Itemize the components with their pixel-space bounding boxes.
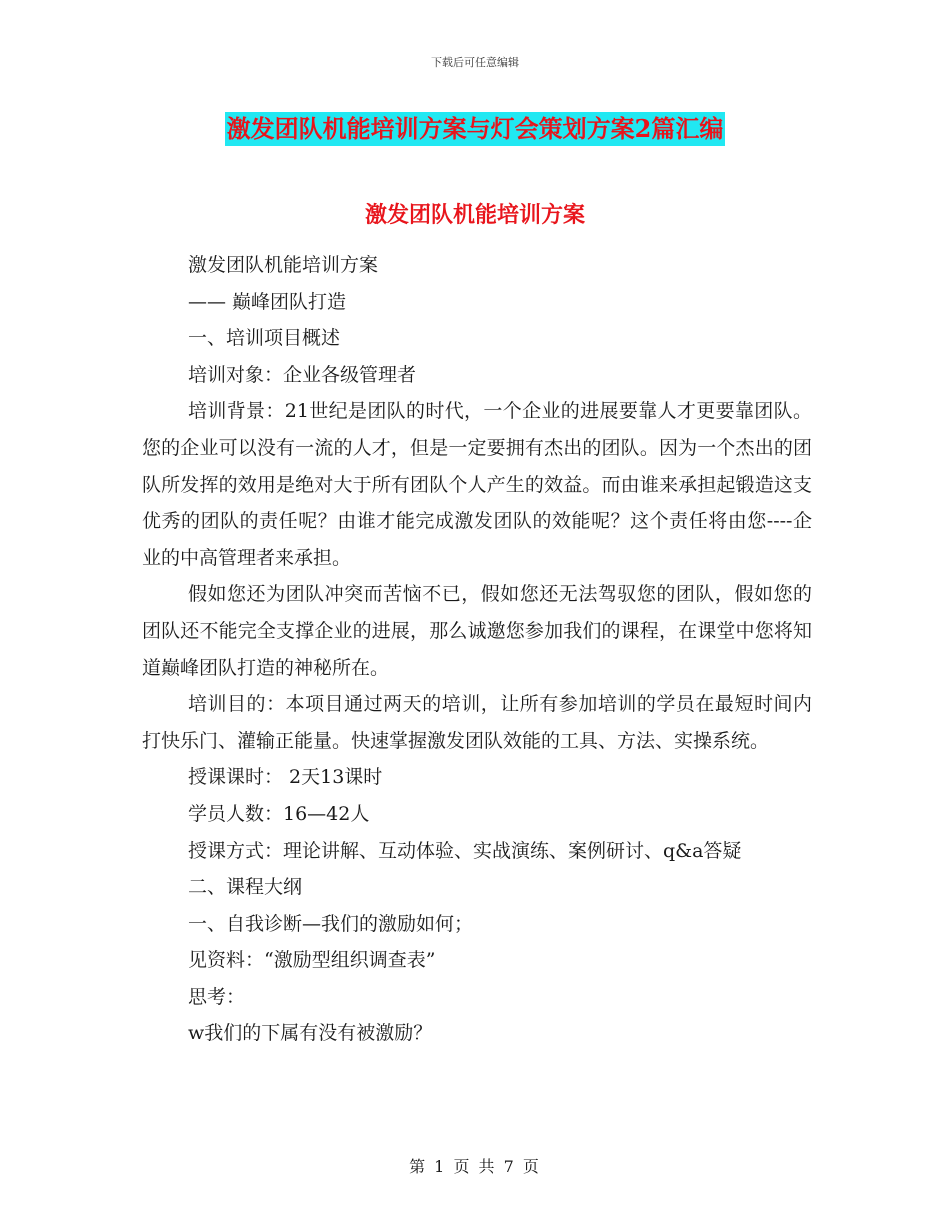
paragraph: 思考： bbox=[188, 985, 246, 1008]
paragraph: 假如您还为团队冲突而苦恼不已，假如您还无法驾驭您的团队，假如您的团队还不能完全支撑企业的进展，那么诚邀您参加我们的课程，在课堂中您将知道巅峰团队打造的神秘所在。 bbox=[142, 583, 812, 679]
paragraph: 学员人数：16—42人 bbox=[188, 802, 370, 825]
document-body bbox=[142, 247, 812, 1052]
paragraph: 培训对象：企业各级管理者 bbox=[188, 363, 417, 386]
paragraph: —— 巅峰团队打造 bbox=[188, 290, 347, 313]
paragraph: 见资料：“激励型组织调查表” bbox=[188, 949, 436, 972]
paragraph: 激发团队机能培训方案 bbox=[188, 254, 379, 276]
paragraph: 一、培训项目概述 bbox=[188, 327, 341, 350]
paragraph: w我们的下属有没有被激励？ bbox=[188, 1022, 433, 1045]
paragraph: 一、自我诊断—我们的激励如何； bbox=[188, 912, 474, 935]
paragraph: 授课方式：理论讲解、互动体验、实战演练、案例研讨、q&a答疑 bbox=[188, 839, 742, 862]
section-title: 激发团队机能培训方案 bbox=[364, 202, 585, 228]
paragraph: 培训目的：本项目通过两天的培训，让所有参加培训的学员在最短时间内打快乐门、灌输正能量。快速掌握激发团队效能的工具、方法、实操系统。 bbox=[142, 693, 812, 752]
document-title-wrapper bbox=[0, 112, 950, 146]
page-header: 下载后可任意编辑 bbox=[431, 56, 519, 69]
page-footer: 第 1 页 共 7 页 bbox=[409, 1157, 541, 1176]
paragraph: 授课课时： 2天13课时 bbox=[188, 766, 383, 789]
paragraph: 培训背景：21世纪是团队的时代，一个企业的进展要靠人才更要靠团队。您的企业可以没有一流的人才，但是一定要拥有杰出的团队。因为一个杰出的团队所发挥的效用是绝对大于所有团队个人产生的效益。而由谁来承担起锻造这支优秀的团队的责任呢？由谁才能完成激发团队的效能呢？这个责任将由您----企业的中高管理者来承担。 bbox=[142, 400, 812, 569]
document-title: 激发团队机能培训方案与灯会策划方案2篇汇编 bbox=[225, 112, 726, 146]
paragraph: 二、课程大纲 bbox=[188, 876, 303, 899]
